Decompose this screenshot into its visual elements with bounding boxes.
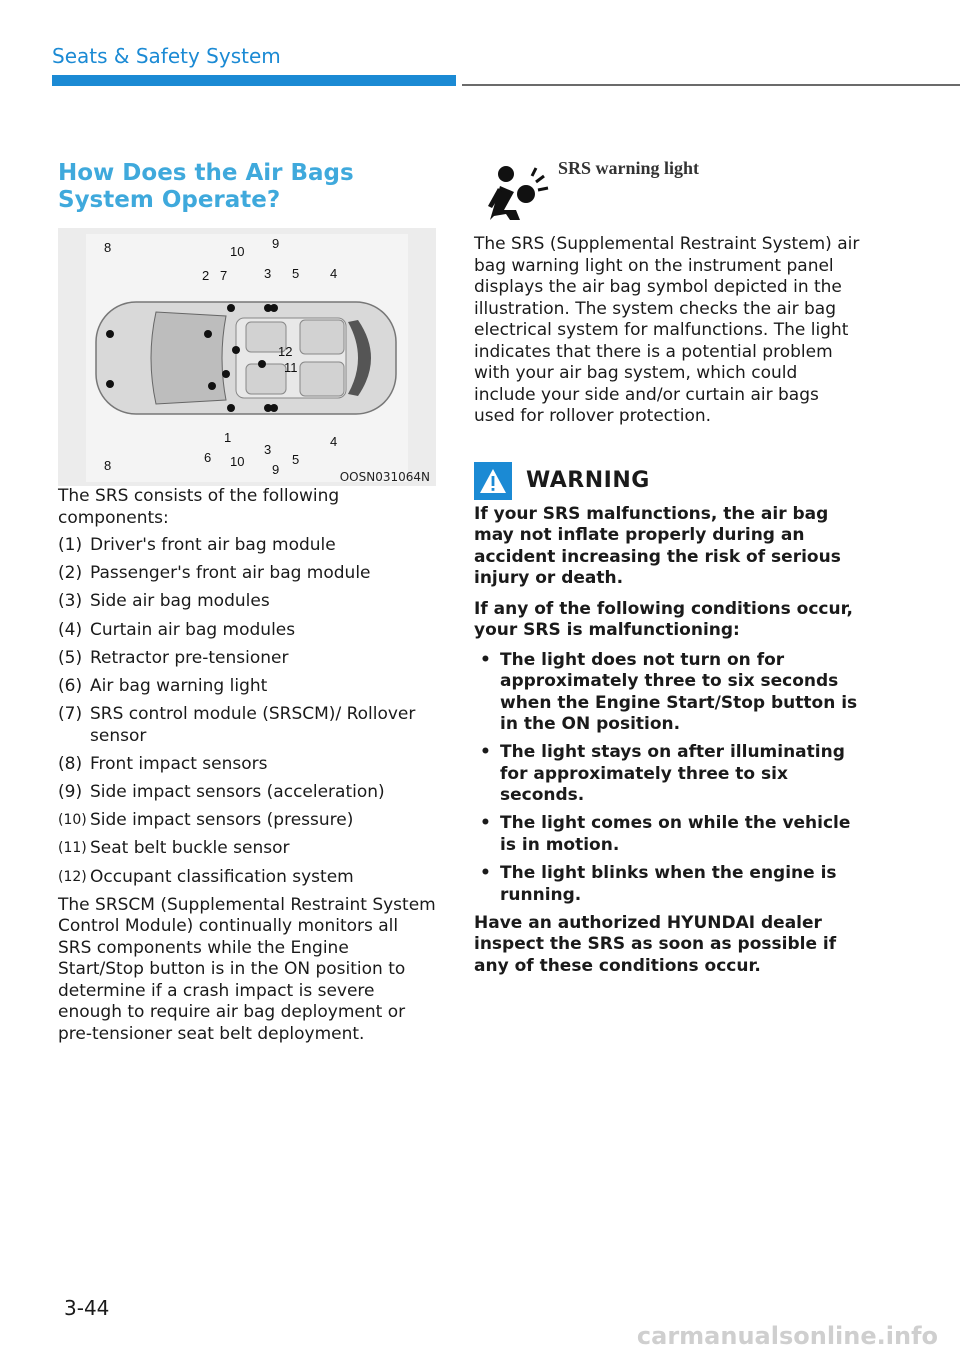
item-text: The light blinks when the engine is running.	[500, 863, 837, 905]
list-item	[474, 813, 864, 856]
figure-label: 9	[272, 236, 280, 251]
list-item	[58, 591, 436, 613]
item-text: Curtain air bag modules	[90, 619, 296, 640]
header-rule-blue	[52, 75, 456, 86]
figure-label: 3	[264, 442, 272, 457]
figure-label: 5	[292, 452, 300, 467]
warning-heading	[474, 462, 864, 500]
figure-label: 6	[204, 450, 212, 465]
figure-label: 7	[220, 268, 228, 283]
item-text: Passenger's front air bag module	[90, 563, 371, 584]
page-number: 3-44	[64, 1296, 110, 1320]
list-item	[474, 863, 864, 906]
figure-label: 4	[330, 266, 338, 281]
warning-label: WARNING	[526, 468, 650, 493]
watermark: carmanualsonline.info	[636, 1322, 938, 1350]
item-text: Occupant classification system	[90, 866, 354, 887]
list-item	[474, 650, 864, 736]
list-item	[58, 620, 436, 642]
bullet-glyph: •	[480, 649, 491, 670]
warning-conditions-list	[474, 650, 864, 907]
figure-label: 1	[224, 430, 232, 445]
srs-warning-light-heading	[474, 150, 864, 234]
item-text: Driver's front air bag module	[90, 535, 336, 555]
header-rule-gray	[462, 84, 960, 86]
item-number: (7)	[58, 704, 83, 725]
item-text: SRS control module (SRSCM)/ Rollover sensor	[90, 704, 416, 746]
airbag-warning-icon	[480, 162, 550, 224]
item-number: (11)	[58, 840, 87, 857]
figure-label: 8	[104, 240, 112, 255]
item-text: Front impact sensors	[90, 753, 268, 774]
figure-label: 5	[292, 266, 300, 281]
figure-label: 12	[278, 344, 293, 359]
list-item	[58, 676, 436, 698]
item-text: The light does not turn on for approximately three to six seconds when the Engine Start/Stop button is in the ON position.	[500, 649, 858, 734]
warning-paragraph: Have an authorized HYUNDAI dealer inspect the SRS as soon as possible if any of these conditions occur.	[474, 912, 837, 976]
warning-paragraph: If any of the following conditions occur, your SRS is malfunctioning:	[474, 598, 853, 640]
item-number: (8)	[58, 753, 83, 774]
section-title: How Does the Air Bags System Operate?	[58, 160, 354, 213]
car-outline-svg	[86, 234, 408, 482]
item-text: The light comes on while the vehicle is in motion.	[500, 813, 851, 855]
list-item	[474, 742, 864, 807]
item-text: Side impact sensors (acceleration)	[90, 782, 385, 802]
item-text: Air bag warning light	[90, 675, 268, 696]
srs-paragraph: The SRS (Supplemental Restraint System) air bag warning light on the instrument panel displays the air bag symbol depicted in the illustration. The system checks the air bag electrical system for malfunctions. The light indicates that there is a potential problem with your air bag system, which could include your side and/or curtain air bags used for rollover protection.	[474, 234, 860, 426]
running-header: Seats & Safety System	[52, 44, 281, 68]
left-column	[58, 160, 436, 1045]
srs-title: SRS warning light	[558, 158, 700, 178]
item-number: (12)	[58, 868, 87, 885]
bullet-glyph: •	[480, 742, 491, 763]
list-item	[58, 563, 436, 585]
airbag-diagram-figure	[58, 228, 436, 486]
item-text: The light stays on after illuminating for approximately three to six seconds.	[500, 742, 845, 806]
warning-paragraph: If your SRS malfunctions, the air bag may not inflate properly during an accident increasing the risk of serious injury or death.	[474, 503, 841, 588]
item-text: Side impact sensors (pressure)	[90, 810, 354, 831]
item-number: (10)	[58, 812, 87, 829]
bullet-glyph: •	[480, 813, 491, 834]
item-text: Retractor pre-tensioner	[90, 647, 289, 668]
components-list	[58, 535, 436, 888]
warning-triangle-icon	[474, 462, 512, 500]
figure-label: 11	[284, 360, 298, 375]
figure-label: 2	[202, 268, 210, 283]
list-item	[58, 810, 436, 832]
item-text: Seat belt buckle sensor	[90, 838, 290, 859]
figure-label: 10	[230, 454, 245, 469]
srscm-paragraph: The SRSCM (Supplemental Restraint System Control Module) continually monitors all SRS components while the Engine Start/Stop button is in the ON position to determine if a crash impact is severe enough to require air bag deployment or pre-tensioner seat belt deployment.	[58, 894, 436, 1044]
list-item	[58, 754, 436, 776]
item-number: (1)	[58, 535, 83, 555]
figure-label: 10	[230, 244, 245, 259]
car-top-view-illustration	[86, 234, 408, 482]
item-number: (5)	[58, 647, 83, 668]
list-item	[58, 704, 436, 747]
list-item	[58, 782, 436, 804]
list-item	[58, 838, 436, 860]
item-number: (6)	[58, 675, 83, 696]
item-text: Side air bag modules	[90, 591, 270, 612]
right-column	[474, 150, 864, 977]
list-item	[58, 535, 436, 557]
figure-label: 9	[272, 462, 280, 477]
figure-label: 3	[264, 266, 272, 281]
item-number: (9)	[58, 782, 83, 802]
bullet-glyph: •	[480, 863, 491, 884]
figure-label: 8	[104, 458, 112, 473]
list-item	[58, 648, 436, 670]
figure-code: OOSN031064N	[339, 470, 430, 484]
figure-label: 4	[330, 434, 338, 449]
item-number: (2)	[58, 563, 83, 584]
item-number: (3)	[58, 591, 83, 612]
item-number: (4)	[58, 619, 83, 640]
intro-paragraph: The SRS consists of the following components:	[58, 486, 340, 528]
list-item	[58, 867, 436, 889]
